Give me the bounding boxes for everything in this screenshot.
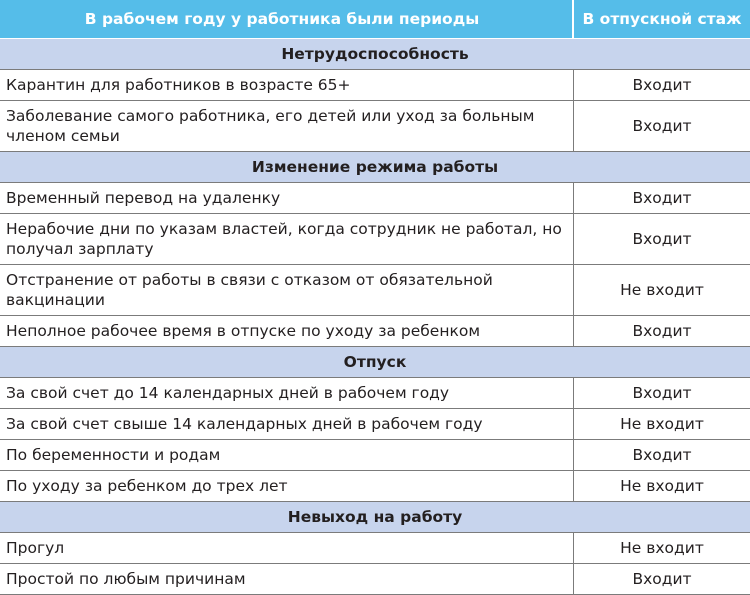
header-row	[0, 0, 750, 39]
period-cell: Прогул	[0, 533, 574, 564]
status-cell: Входит	[574, 70, 750, 101]
period-cell: Заболевание самого работника, его детей или уход за больным членом семьи	[0, 101, 574, 152]
table-row	[0, 533, 750, 564]
status-cell: Входит	[574, 564, 750, 595]
section-row	[0, 347, 750, 378]
status-cell: Входит	[574, 183, 750, 214]
period-cell: По беременности и родам	[0, 440, 574, 471]
section-title-incapacity: Нетрудоспособность	[0, 39, 750, 70]
header-vacation-seniority: В отпускной стаж	[574, 0, 750, 39]
period-cell: Отстранение от работы в связи с отказом от обязательной вакцинации	[0, 265, 574, 316]
period-cell: Нерабочие дни по указам властей, когда сотрудник не работал, но получал зарплату	[0, 214, 574, 265]
status-cell: Входит	[574, 214, 750, 265]
status-cell: Не входит	[574, 409, 750, 440]
section-title-work-mode: Изменение режима работы	[0, 152, 750, 183]
table-row	[0, 564, 750, 595]
period-cell: Неполное рабочее время в отпуске по уходу за ребенком	[0, 316, 574, 347]
table-row	[0, 409, 750, 440]
table-row	[0, 70, 750, 101]
table-row	[0, 214, 750, 265]
status-cell: Входит	[574, 316, 750, 347]
table-row	[0, 471, 750, 502]
table-row	[0, 316, 750, 347]
section-title-absence: Невыход на работу	[0, 502, 750, 533]
period-cell: За свой счет свыше 14 календарных дней в рабочем году	[0, 409, 574, 440]
period-cell: Временный перевод на удаленку	[0, 183, 574, 214]
table-row	[0, 440, 750, 471]
section-row	[0, 502, 750, 533]
period-cell: Простой по любым причинам	[0, 564, 574, 595]
section-title-leave: Отпуск	[0, 347, 750, 378]
status-cell: Не входит	[574, 471, 750, 502]
period-cell: Карантин для работников в возрасте 65+	[0, 70, 574, 101]
period-cell: За свой счет до 14 календарных дней в рабочем году	[0, 378, 574, 409]
header-periods: В рабочем году у работника были периоды	[0, 0, 574, 39]
status-cell: Не входит	[574, 533, 750, 564]
table-row	[0, 378, 750, 409]
section-row	[0, 152, 750, 183]
section-row	[0, 39, 750, 70]
status-cell: Входит	[574, 101, 750, 152]
status-cell: Входит	[574, 440, 750, 471]
period-cell: По уходу за ребенком до трех лет	[0, 471, 574, 502]
status-cell: Не входит	[574, 265, 750, 316]
table-row	[0, 101, 750, 152]
table-row	[0, 183, 750, 214]
status-cell: Входит	[574, 378, 750, 409]
table-row	[0, 265, 750, 316]
